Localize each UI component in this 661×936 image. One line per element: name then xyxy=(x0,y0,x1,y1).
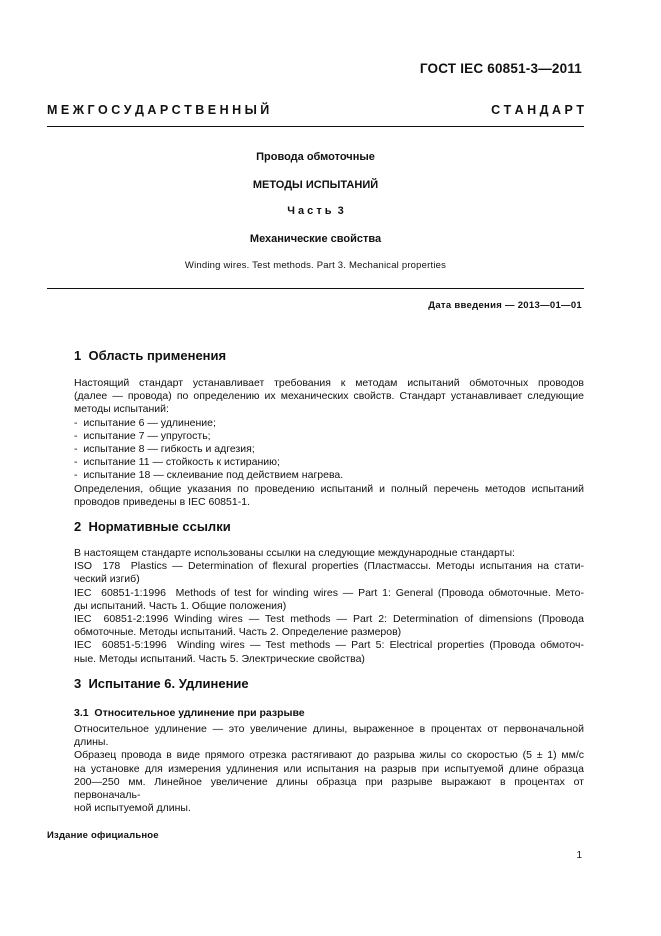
reference-iec-60851-1: IEC 60851-1:1996 Methods of test for winding wires — Part 1: General (Провода обмоточные. Мето- xyxy=(74,586,584,599)
section-2-references xyxy=(74,547,584,666)
page-number: 1 xyxy=(576,850,582,861)
text-line: ческий изгиб) xyxy=(74,573,140,586)
title-line-2: МЕТОДЫ ИСПЫТАНИЙ xyxy=(252,179,379,191)
text-line: Относительное удлинение — это увеличение длины, выраженное в процентах от первоначальной xyxy=(74,723,584,735)
text-line: проводов приведены в IEC 60851-1. xyxy=(74,495,250,508)
list-item: - испытание 7 — упругость; xyxy=(74,429,211,442)
text-line: на установке для измерения удлинения или испытания на разрыв при испытуемой длине образца xyxy=(74,762,584,775)
text-line: Настоящий стандарт устанавливает требования к методам испытаний обмоточных проводов xyxy=(74,377,584,389)
text-line: 200—250 мм. Линейное увеличение длины образца при разрыве выражают в процентах от первоначаль- xyxy=(74,775,584,802)
list-item: - испытание 8 — гибкость и адгезия; xyxy=(74,443,255,456)
text-line: (далее — провода) по определению их механических свойств. Стандарт устанавливает следующие xyxy=(74,390,584,403)
title-line-4: Механические свойства xyxy=(249,233,382,245)
official-edition-label: Издание официальное xyxy=(47,830,159,841)
list-item: - испытание 11 — стойкость к истиранию; xyxy=(74,456,280,469)
text-line: длины. xyxy=(74,736,109,749)
reference-iso-178: ISO 178 Plastics — Determination of flexural properties (Пластмассы. Методы испытания на стати- xyxy=(74,560,584,573)
text-line: методы испытаний: xyxy=(74,403,169,416)
section-3-paragraphs xyxy=(74,723,584,815)
text-line: Определения, общие указания по проведению испытаний и полный перечень методов испытаний xyxy=(74,482,584,495)
standard-type-word-2: С Т А Н Д А Р Т xyxy=(491,103,584,117)
text-line: ды испытаний. Часть 1. Общие положения) xyxy=(74,599,287,612)
section-3-heading: 3 Испытание 6. Удлинение xyxy=(74,676,249,691)
introduction-date: Дата введения — 2013—01—01 xyxy=(428,300,582,311)
text-line: ной испытуемой длины. xyxy=(74,802,191,815)
title-line-1: Провода обмоточные xyxy=(256,151,375,163)
section-1-paragraph-1 xyxy=(74,377,584,509)
title-divider xyxy=(47,288,584,289)
text-line: ные. Методы испытаний. Часть 5. Электрические свойства) xyxy=(74,652,365,665)
subsection-3-1-heading: 3.1 Относительное удлинение при разрыве xyxy=(74,707,305,719)
list-item: - испытание 6 — удлинение; xyxy=(74,416,216,429)
standard-type-word-1: М Е Ж Г О С У Д А Р С Т В Е Н Н Ы Й xyxy=(47,103,270,117)
reference-iec-60851-2: IEC 60851-2:1996 Winding wires — Test methods — Part 2: Determination of dimensions (Провода xyxy=(74,613,584,626)
title-part-number: Ч а с т ь 3 xyxy=(287,205,344,217)
text-line: Образец провода в виде прямого отрезка растягивают до разрыва жилы со скоростью (5 ± 1) мм/с xyxy=(74,749,584,762)
text-line: В настоящем стандарте использованы ссылки на следующие международные стандарты: xyxy=(74,547,515,559)
list-item: - испытание 18 — склеивание под действием нагрева. xyxy=(74,469,344,482)
document-number: ГОСТ IEC 60851-3—2011 xyxy=(419,61,582,76)
section-2-heading: 2 Нормативные ссылки xyxy=(74,519,231,534)
section-1-heading: 1 Область применения xyxy=(74,348,227,363)
reference-iec-60851-5: IEC 60851-5:1996 Winding wires — Test methods — Part 5: Electrical properties (Провода обмоточ- xyxy=(74,639,584,652)
header-divider xyxy=(47,126,584,127)
standard-type-heading xyxy=(47,103,584,117)
title-english: Winding wires. Test methods. Part 3. Mechanical properties xyxy=(184,260,447,271)
text-line: обмоточные. Методы испытаний. Часть 2. Определение размеров) xyxy=(74,626,402,639)
